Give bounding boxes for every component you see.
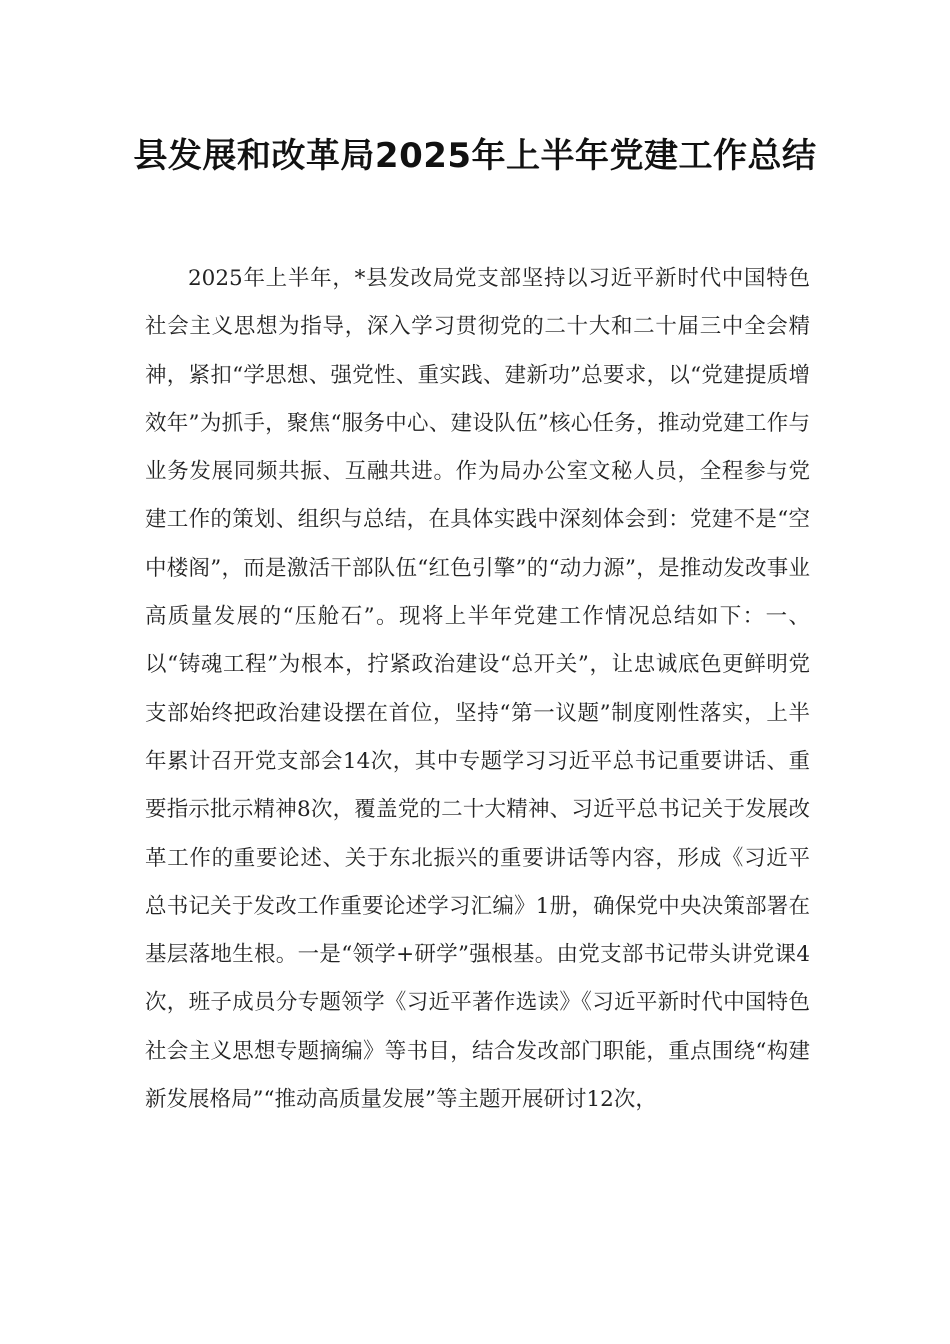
body-paragraph: 2025年上半年，*县发改局党支部坚持以习近平新时代中国特色社会主义思想为指导，深入学习贯彻党的二十大和二十届三中全会精神，紧扣“学思想、强党性、重实践、建新功”总要求，以“党建提质增效年”为抓手，聚焦“服务中心、建设队伍”核心任务，推动党建工作与业务发展同频共振、互融共进。作为局办公室文秘人员，全程参与党建工作的策划、组织与总结，在具体实践中深刻体会到：党建不是“空中楼阁”，而是激活干部队伍“红色引擎”的“动力源”，是推动发改事业高质量发展的“压舱石”。现将上半年党建工作情况总结如下：一、以“铸魂工程”为根本，拧紧政治建设“总开关”，让忠诚底色更鲜明党支部始终把政治建设摆在首位，坚持“第一议题”制度刚性落实，上半年累计召开党支部会14次，其中专题学习习近平总书记重要讲话、重要指示批示精神8次，覆盖党的二十大精神、习近平总书记关于发展改革工作的重要论述、关于东北振兴的重要讲话等内容，形成《习近平总书记关于发改工作重要论述学习汇编》1册，确保党中央决策部署在基层落地生根。一是“领学+研学”强根基。由党支部书记带头讲党课4次，班子成员分专题领学《习近平著作选读》《习近平新时代中国特色社会主义思想专题摘编》等书目，结合发改部门职能，重点围绕“构建新发展格局”“推动高质量发展”等主题开展研讨12次， bbox=[145, 266, 811, 1113]
document-title: 县发展和改革局2025年上半年党建工作总结 bbox=[133, 136, 817, 176]
